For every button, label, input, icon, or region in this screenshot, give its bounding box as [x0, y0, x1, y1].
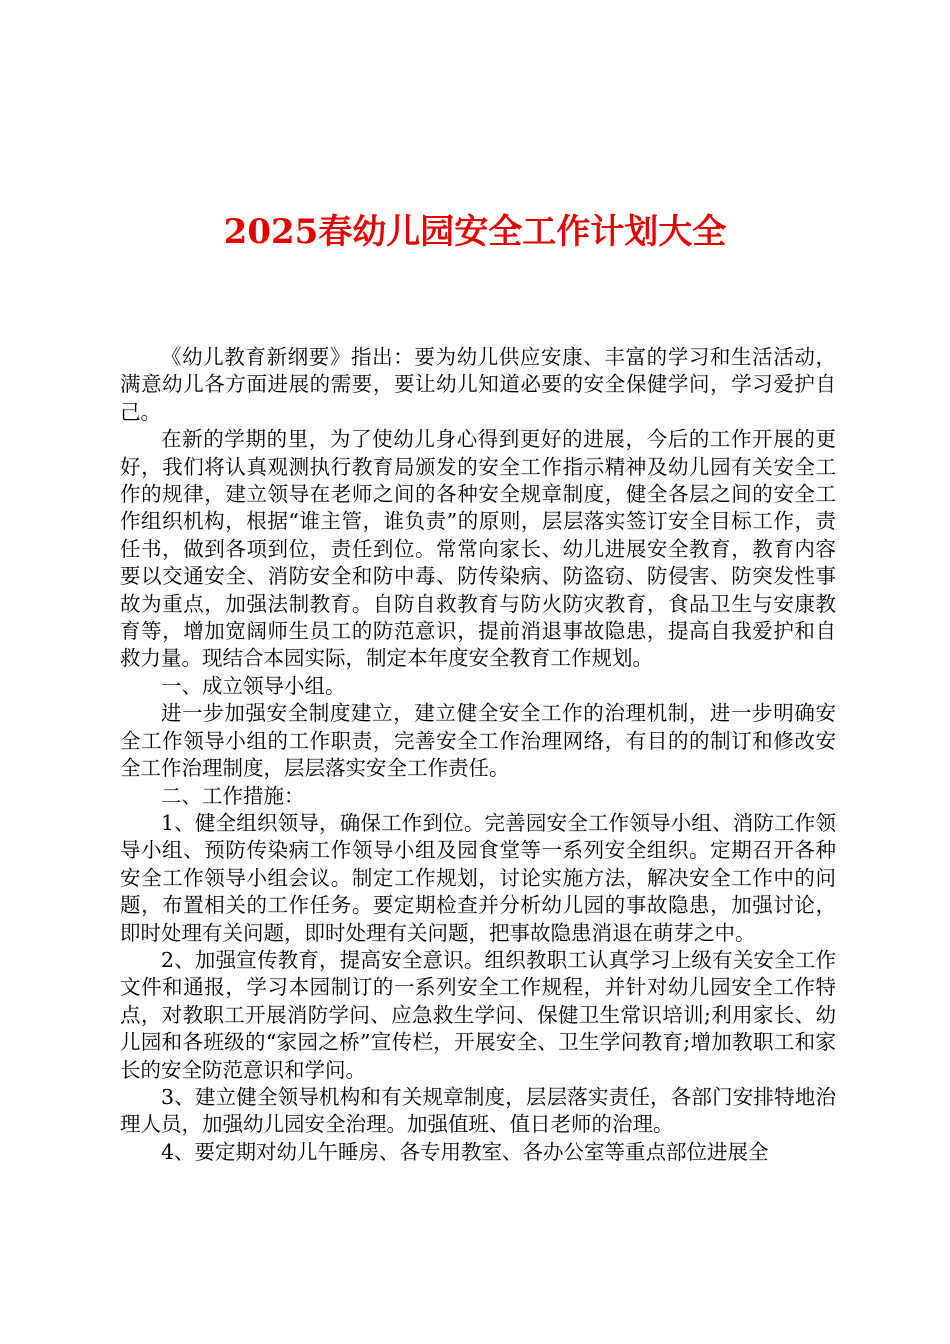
paragraph: 《幼儿教育新纲要》指出：要为幼儿供应安康、丰富的学习和生活活动，满意幼儿各方面进展的需要，要让幼儿知道必要的安全保健学问，学习爱护自己。	[120, 345, 836, 424]
document-body	[120, 344, 836, 1166]
list-item: 3、建立健全领导机构和有关规章制度，层层落实责任，各部门安排特地治理人员，加强幼儿园安全治理。加强值班、值日老师的治理。	[120, 1084, 836, 1137]
section-heading: 一、成立领导小组。	[161, 673, 346, 698]
document-title: 2025春幼儿园安全工作计划大全	[223, 212, 727, 252]
list-item: 2、加强宣传教育，提高安全意识。组织教职工认真学习上级有关安全工作文件和通报，学习本园制订的一系列安全工作规程，并针对幼儿园安全工作特点，对教职工开展消防学问、应急救生学问、保健卫生常识培训;利用家长、幼儿园和各班级的“家园之桥”宣传栏，开展安全、卫生学问教育;增加教职工和家长的安全防范意识和学问。	[120, 947, 836, 1082]
paragraph: 在新的学期的里，为了使幼儿身心得到更好的进展，今后的工作开展的更好，我们将认真观测执行教育局颁发的安全工作指示精神及幼儿园有关安全工作的规律，建立领导在老师之间的各种安全规章制度，健全各层之间的安全工作组织机构，根据“谁主管，谁负责”的原则，层层落实签订安全目标工作，责任书，做到各项到位，责任到位。常常向家长、幼儿进展安全教育，教育内容要以交通安全、消防安全和防中毒、防传染病、防盗窃、防侵害、防突发性事故为重点，加强法制教育。自防自救教育与防火防灾教育，食品卫生与安康教育等，增加宽阔师生员工的防范意识，提前消退事故隐患，提高自我爱护和自救力量。现结合本园实际，制定本年度安全教育工作规划。	[120, 427, 836, 671]
list-item: 4、要定期对幼儿午睡房、各专用教室、各办公室等重点部位进展全	[161, 1139, 769, 1164]
list-item: 1、健全组织领导，确保工作到位。完善园安全工作领导小组、消防工作领导小组、预防传染病工作领导小组及园食堂等一系列安全组织。定期召开各种安全工作领导小组会议。制定工作规划，讨论实施方法，解决安全工作中的问题，布置相关的工作任务。要定期检查并分析幼儿园的事故隐患，加强讨论，即时处理有关问题，即时处理有关问题，把事故隐患消退在萌芽之中。	[120, 810, 836, 945]
paragraph: 进一步加强安全制度建立，建立健全安全工作的治理机制，进一步明确安全工作领导小组的工作职责，完善安全工作治理网络，有目的的制订和修改安全工作治理制度，层层落实安全工作责任。	[120, 701, 836, 781]
section-heading: 二、工作措施：	[161, 783, 305, 808]
